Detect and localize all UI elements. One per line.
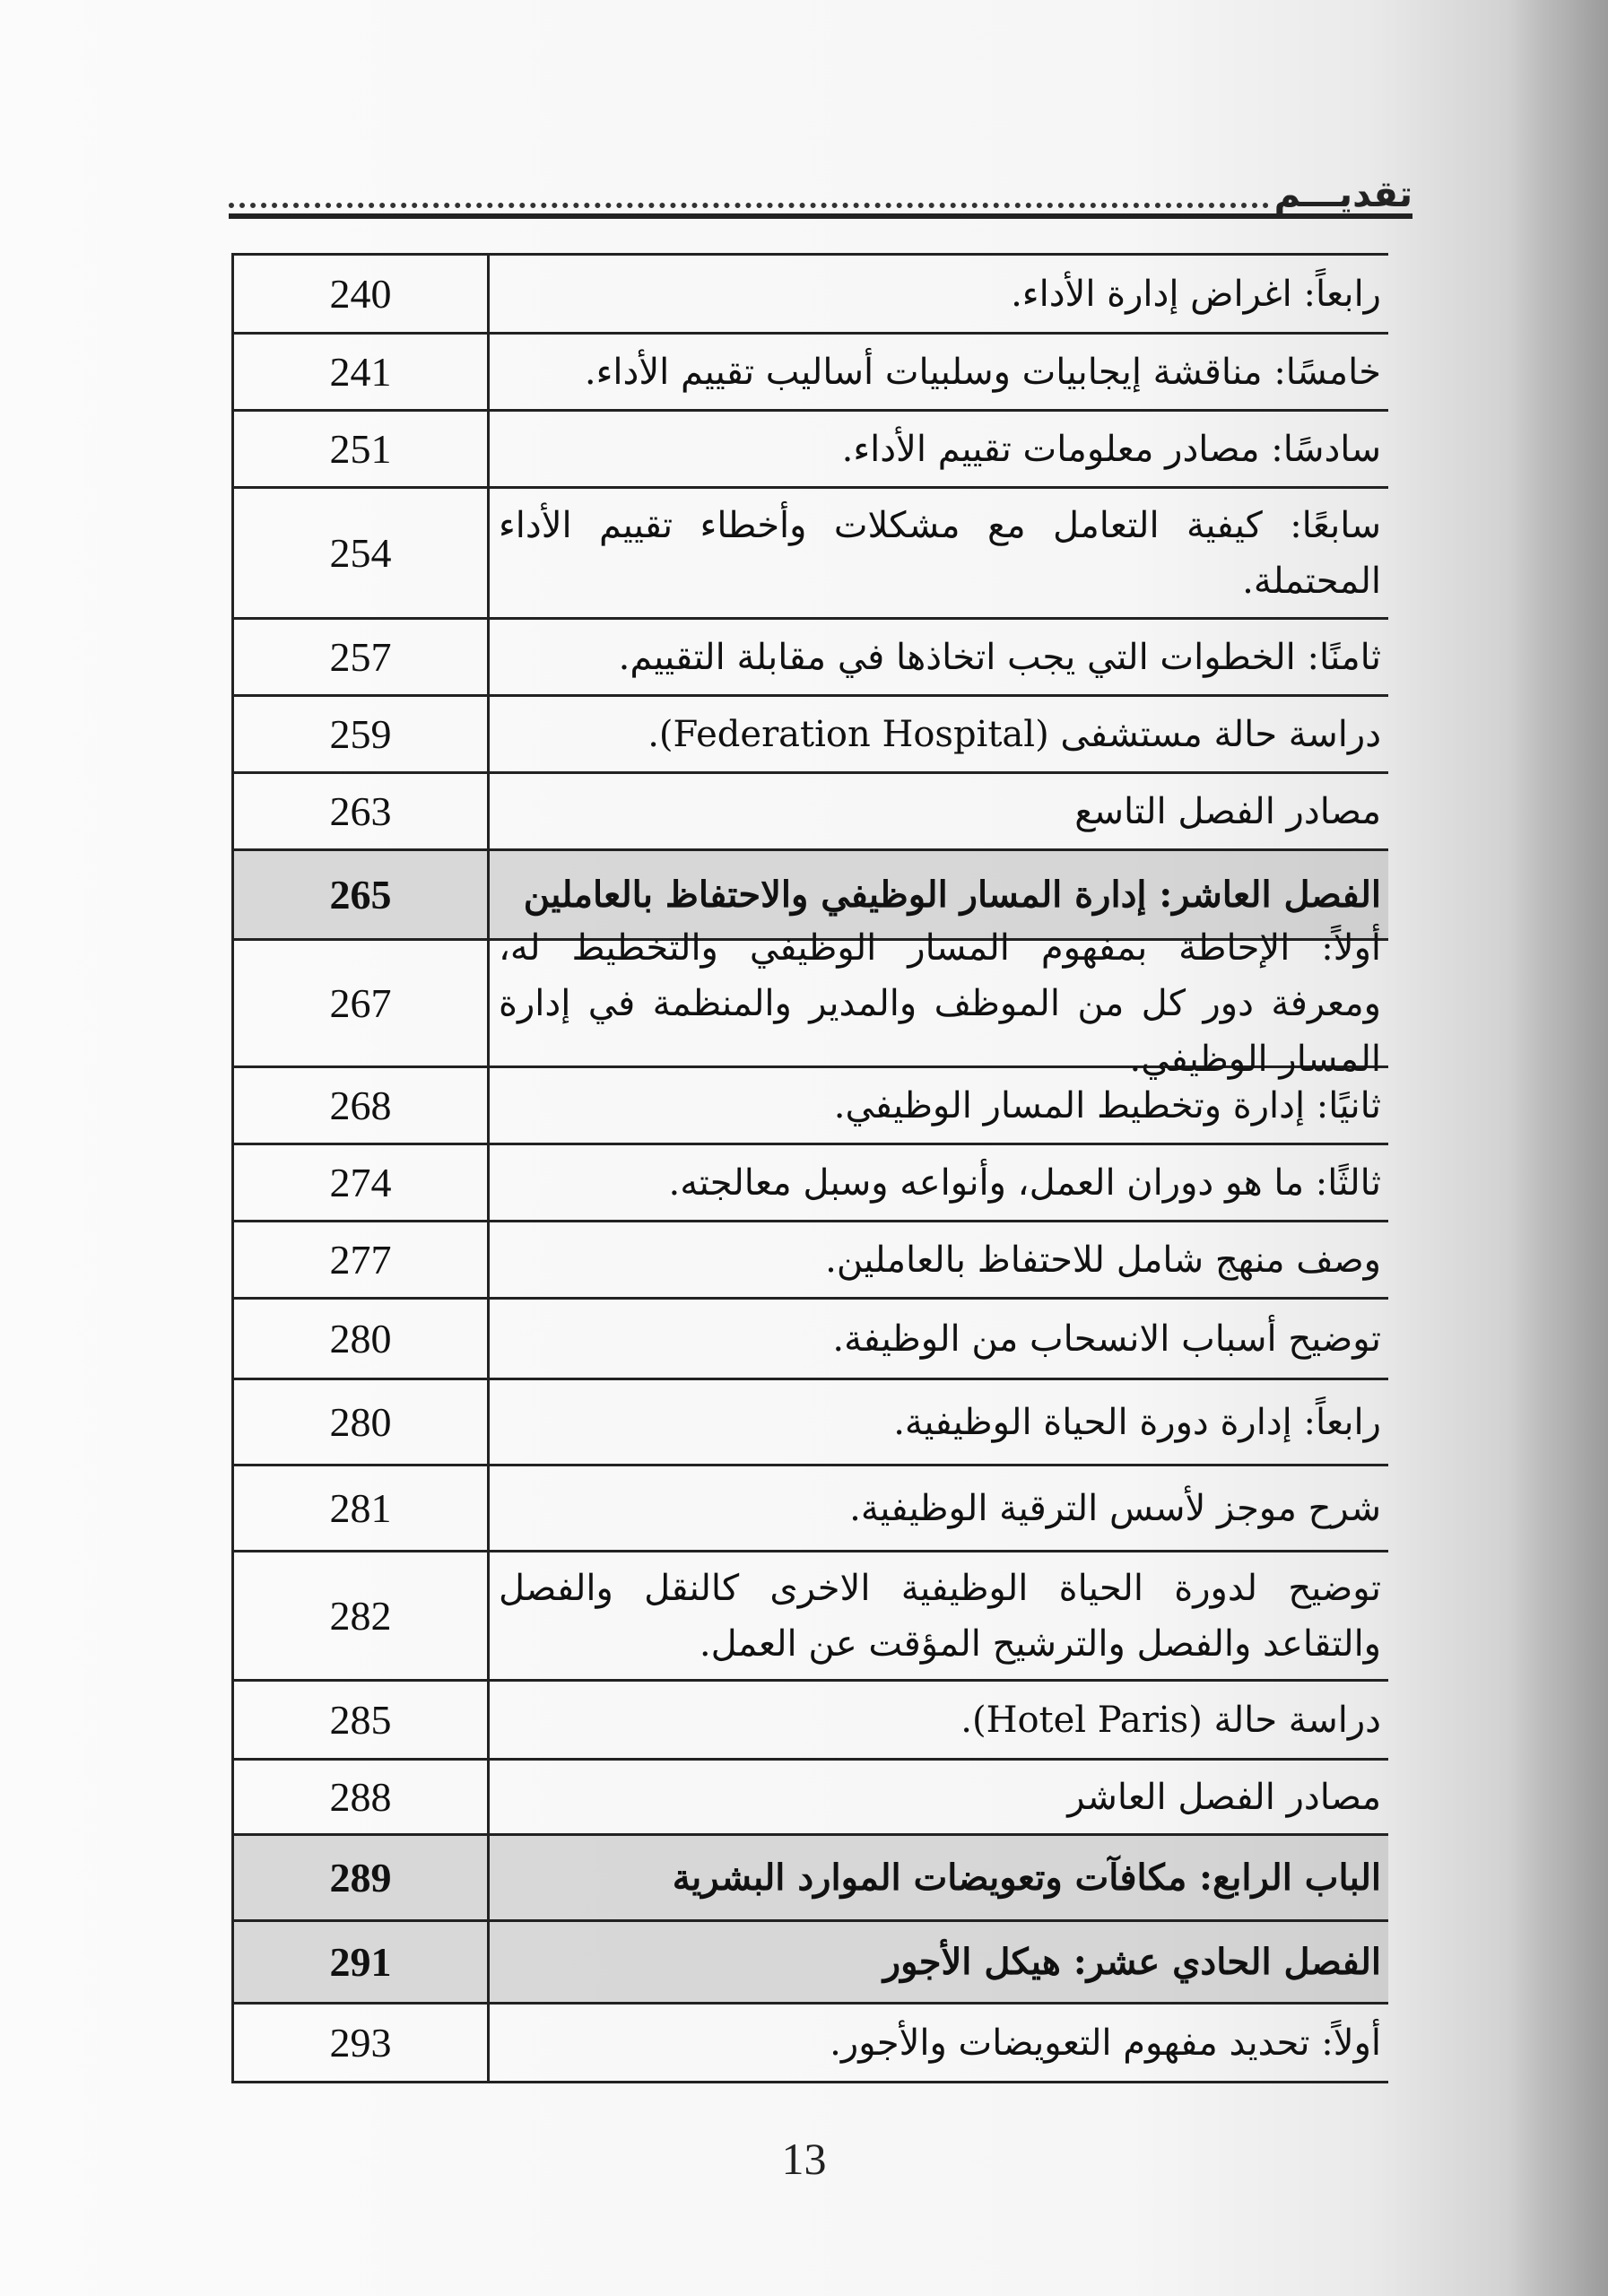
entry-page-number: 280 <box>231 1380 490 1464</box>
table-row <box>231 335 1388 412</box>
entry-title: الباب الرابع: مكافآت وتعويضات الموارد البشرية <box>672 1856 1381 1899</box>
entry-page-number: 267 <box>231 941 490 1065</box>
table-row <box>231 1682 1388 1761</box>
entry-page-number: 280 <box>231 1300 490 1378</box>
table-row <box>231 1552 1388 1682</box>
table-row <box>231 620 1388 697</box>
table-row <box>231 412 1388 489</box>
header-rule <box>229 213 1412 219</box>
entry-title: ثانيًا: إدارة وتخطيط المسار الوظيفي. <box>833 1084 1381 1126</box>
entry-page-number: 240 <box>231 256 490 332</box>
entry-page-number: 282 <box>231 1552 490 1679</box>
table-row <box>231 697 1388 774</box>
folio-page-number: 13 <box>781 2134 827 2184</box>
table-row-part <box>231 1836 1388 1922</box>
table-row <box>231 1466 1388 1552</box>
entry-page-number: 259 <box>231 697 490 771</box>
table-row-chapter <box>231 1922 1388 2005</box>
entry-title: توضيح لدورة الحياة الوظيفية الاخرى كالنقل والفصل والتقاعد والفصل والترشيح المؤقت عن العمل. <box>499 1567 1381 1665</box>
page-binding-shadow <box>1509 0 1608 2296</box>
entry-page-number: 265 <box>231 851 490 938</box>
entry-page-number: 293 <box>231 2005 490 2081</box>
entry-title: سابعًا: كيفية التعامل مع مشكلات وأخطاء تقييم الأداء المحتملة. <box>499 504 1381 602</box>
running-header-dots <box>229 190 1269 208</box>
entry-title: دراسة حالة مستشفى (Federation Hospital). <box>648 713 1381 755</box>
entry-title: مصادر الفصل العاشر <box>1067 1776 1381 1818</box>
entry-page-number: 274 <box>231 1145 490 1220</box>
table-row <box>231 1380 1388 1466</box>
entry-title: شرح موجز لأسس الترقية الوظيفية. <box>849 1487 1381 1529</box>
entry-page-number: 241 <box>231 335 490 409</box>
contents-table <box>231 253 1388 2083</box>
entry-title: الفصل الحادي عشر: هيكل الأجور <box>882 1940 1381 1983</box>
entry-page-number: 263 <box>231 774 490 848</box>
entry-page-number: 277 <box>231 1222 490 1297</box>
entry-title: دراسة حالة (Hotel Paris). <box>960 1699 1381 1741</box>
table-row <box>231 926 1388 1080</box>
entry-title: ثامنًا: الخطوات التي يجب اتخاذها في مقابلة التقييم. <box>618 636 1381 678</box>
table-row <box>231 1222 1388 1300</box>
entry-page-number: 268 <box>231 1068 490 1143</box>
entry-page-number: 254 <box>231 489 490 617</box>
entry-title: ثالثًا: ما هو دوران العمل، وأنواعه وسبل معالجته. <box>668 1161 1381 1204</box>
entry-title: أولاً: الإحاطة بمفهوم المسار الوظيفي والتخطيط له، ومعرفة دور كل من الموظف والمدير والمنظمة في إدارة المسار الوظيفي. <box>499 926 1381 1080</box>
running-header <box>229 161 1412 215</box>
entry-title: مصادر الفصل التاسع <box>1074 790 1381 832</box>
table-row <box>231 256 1388 335</box>
entry-title: خامسًا: مناقشة إيجابيات وسلبيات أساليب تقييم الأداء. <box>584 351 1381 393</box>
entry-page-number: 251 <box>231 412 490 486</box>
table-row <box>231 774 1388 851</box>
running-header-title: تقديـــم <box>1273 174 1412 215</box>
entry-title: توضيح أسباب الانسحاب من الوظيفة. <box>832 1318 1381 1360</box>
table-row <box>231 1761 1388 1836</box>
entry-title: رابعاً: إدارة دورة الحياة الوظيفية. <box>893 1401 1381 1443</box>
entry-page-number: 281 <box>231 1466 490 1550</box>
table-row <box>231 1068 1388 1145</box>
entry-page-number: 288 <box>231 1761 490 1833</box>
table-row <box>231 1300 1388 1380</box>
entry-title: الفصل العاشر: إدارة المسار الوظيفي والاحتفاظ بالعاملين <box>523 873 1381 916</box>
table-row <box>231 489 1388 620</box>
entry-title: وصف منهج شامل للاحتفاظ بالعاملين. <box>825 1239 1381 1281</box>
entry-page-number: 291 <box>231 1922 490 2002</box>
entry-page-number: 285 <box>231 1682 490 1758</box>
entry-page-number: 289 <box>231 1836 490 1919</box>
table-row <box>231 2005 1388 2083</box>
entry-page-number: 257 <box>231 620 490 694</box>
entry-title: سادسًا: مصادر معلومات تقييم الأداء. <box>841 428 1381 470</box>
entry-title: أولاً: تحديد مفهوم التعويضات والأجور. <box>830 2022 1381 2064</box>
entry-title: رابعاً: اغراض إدارة الأداء. <box>1011 273 1381 315</box>
table-row <box>231 1145 1388 1222</box>
